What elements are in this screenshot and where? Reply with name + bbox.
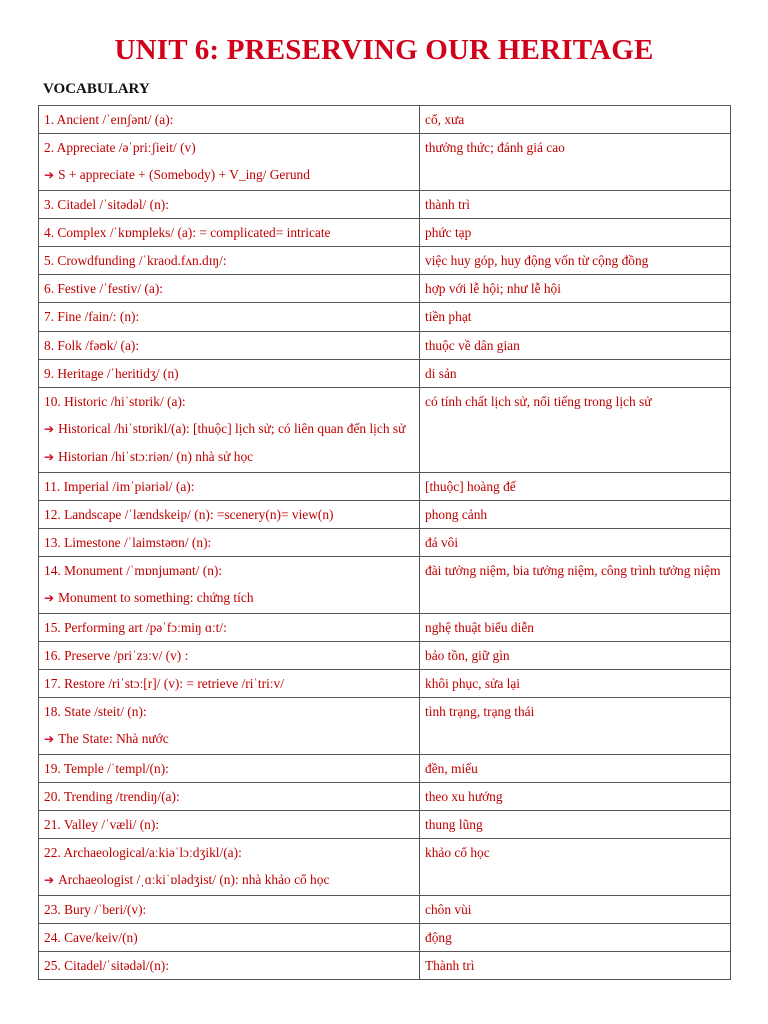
term-cell: [39, 811, 420, 839]
meaning-text: chôn vùi: [425, 901, 472, 917]
term-cell: [39, 218, 420, 246]
arrow-right-icon: ➔: [44, 422, 55, 437]
meaning-cell: [420, 106, 731, 134]
meaning-cell: [420, 275, 731, 303]
meaning-cell: [420, 500, 731, 528]
meaning-text: thuộc về dân gian: [425, 337, 520, 353]
term-cell: [39, 106, 420, 134]
table-row: [39, 754, 731, 782]
meaning-cell: [420, 388, 731, 473]
meaning-text: phức tạp: [425, 224, 472, 240]
table-row: [39, 134, 731, 190]
meaning-cell: [420, 698, 731, 754]
term-note-label: Historian /hiˈstɔːriən/ (n) nhà sử học: [58, 449, 254, 465]
term-text: [44, 473, 415, 500]
term-text: [44, 924, 415, 951]
table-row: [39, 923, 731, 951]
term-label: 13. Limestone /ˈlaimstəʊn/ (n):: [44, 535, 212, 551]
term-cell: [39, 500, 420, 528]
term-note-label: S + appreciate + (Somebody) + V_ing/ Gerund: [58, 167, 310, 183]
meaning-text: khôi phục, sửa lại: [425, 676, 521, 692]
term-cell: [39, 670, 420, 698]
meaning-text: việc huy góp, huy động vốn từ cộng đồng: [425, 253, 649, 269]
table-row: [39, 388, 731, 473]
meaning-text: Thành trì: [425, 958, 475, 974]
term-label: 5. Crowdfunding /ˈkraod.fʌn.dɪŋ/:: [44, 253, 227, 269]
term-label: 20. Trending /trendiŋ/(a):: [44, 788, 180, 804]
term-label: 8. Folk /fəʊk/ (a):: [44, 337, 140, 353]
meaning-cell: [420, 754, 731, 782]
term-label: 11. Imperial /imˈpiəriəl/ (a):: [44, 478, 195, 494]
term-text: [44, 670, 415, 697]
meaning-text: tình trạng, trạng thái: [425, 704, 535, 720]
term-cell: [39, 952, 420, 980]
term-cell: [39, 895, 420, 923]
vocabulary-table-body: [39, 106, 731, 980]
term-note-label: Archaeologist /ˌɑːkiˈɒlədʒist/ (n): nhà khảo cổ học: [58, 872, 330, 888]
term-cell: [39, 557, 420, 613]
term-cell: [39, 754, 420, 782]
term-text: [44, 642, 415, 669]
term-note: [44, 161, 415, 189]
meaning-text: thung lũng: [425, 817, 483, 833]
term-cell: [39, 303, 420, 331]
meaning-text: tiền phạt: [425, 309, 472, 325]
table-row: [39, 529, 731, 557]
page-title: UNIT 6: PRESERVING OUR HERITAGE: [114, 34, 654, 66]
term-cell: [39, 923, 420, 951]
term-note: [44, 584, 415, 612]
term-cell: [39, 359, 420, 387]
meaning-cell: [420, 613, 731, 641]
table-row: [39, 303, 731, 331]
term-note-label: Monument to something: chứng tích: [58, 590, 254, 606]
table-row: [39, 641, 731, 669]
table-row: [39, 500, 731, 528]
table-row: [39, 218, 731, 246]
term-text: [44, 896, 415, 923]
term-label: 18. State /steit/ (n):: [44, 704, 147, 720]
meaning-cell: [420, 557, 731, 613]
table-row: [39, 613, 731, 641]
term-label: 3. Citadel /ˈsitədəl/ (n):: [44, 196, 169, 212]
meaning-cell: [420, 190, 731, 218]
meaning-text: hợp với lễ hội; như lễ hội: [425, 281, 561, 297]
term-cell: [39, 698, 420, 754]
term-cell: [39, 190, 420, 218]
term-cell: [39, 134, 420, 190]
table-row: [39, 670, 731, 698]
term-text: [44, 839, 415, 866]
meaning-text: có tính chất lịch sử, nổi tiếng trong lịch sử: [425, 394, 652, 410]
term-cell: [39, 275, 420, 303]
meaning-cell: [420, 782, 731, 810]
table-row: [39, 106, 731, 134]
meaning-text: đài tưởng niệm, bia tưởng niệm, công trình tưởng niệm: [425, 563, 721, 579]
arrow-right-icon: ➔: [44, 873, 55, 888]
meaning-text: thưởng thức; đánh giá cao: [425, 140, 565, 156]
term-cell: [39, 247, 420, 275]
meaning-cell: [420, 811, 731, 839]
term-cell: [39, 782, 420, 810]
arrow-right-icon: ➔: [44, 450, 55, 465]
term-label: 22. Archaeological/aːkiəˈlɔːdʒikl/(a):: [44, 845, 242, 861]
meaning-cell: [420, 670, 731, 698]
term-note-label: The State: Nhà nước: [58, 731, 169, 747]
arrow-right-icon: ➔: [44, 732, 55, 747]
term-text: [44, 557, 415, 584]
term-cell: [39, 613, 420, 641]
meaning-text: đá vôi: [425, 535, 459, 551]
term-note: [44, 725, 415, 753]
term-cell: [39, 331, 420, 359]
term-label: 9. Heritage /ˈheritidʒ/ (n): [44, 365, 179, 381]
meaning-cell: [420, 641, 731, 669]
section-heading: VOCABULARY: [43, 81, 150, 97]
term-text: [44, 388, 415, 415]
meaning-cell: [420, 839, 731, 895]
meaning-text: khảo cổ học: [425, 845, 490, 861]
meaning-text: nghệ thuật biểu diễn: [425, 619, 534, 635]
term-text: [44, 303, 415, 330]
meaning-text: di sản: [425, 365, 457, 381]
meaning-cell: [420, 923, 731, 951]
term-cell: [39, 529, 420, 557]
meaning-text: đền, miếu: [425, 760, 478, 776]
arrow-right-icon: ➔: [44, 591, 55, 606]
term-text: [44, 247, 415, 274]
meaning-text: [thuộc] hoàng đế: [425, 478, 516, 494]
term-cell: [39, 388, 420, 473]
meaning-text: động: [425, 929, 452, 945]
table-row: [39, 557, 731, 613]
term-text: [44, 275, 415, 302]
table-row: [39, 359, 731, 387]
term-text: [44, 698, 415, 725]
term-label: 12. Landscape /ˈlændskeip/ (n): =scenery(n)= view(n): [44, 506, 334, 522]
term-label: 7. Fine /fain/: (n):: [44, 309, 140, 325]
meaning-cell: [420, 331, 731, 359]
term-cell: [39, 839, 420, 895]
meaning-text: theo xu hướng: [425, 788, 503, 804]
meaning-cell: [420, 529, 731, 557]
table-row: [39, 839, 731, 895]
term-note: [44, 866, 415, 894]
term-text: [44, 191, 415, 218]
term-label: 16. Preserve /priˈzɜːv/ (v) :: [44, 647, 189, 663]
table-row: [39, 698, 731, 754]
term-text: [44, 755, 415, 782]
term-label: 4. Complex /ˈkɒmpleks/ (a): = complicated= intricate: [44, 224, 331, 240]
meaning-cell: [420, 359, 731, 387]
term-note: [44, 443, 415, 471]
term-text: [44, 134, 415, 161]
table-row: [39, 247, 731, 275]
term-label: 2. Appreciate /əˈpriːʃieit/ (v): [44, 140, 196, 156]
term-label: 1. Ancient /ˈeɪnʃənt/ (a):: [44, 112, 174, 127]
meaning-cell: [420, 218, 731, 246]
table-row: [39, 782, 731, 810]
meaning-cell: [420, 134, 731, 190]
term-cell: [39, 641, 420, 669]
term-text: [44, 952, 415, 979]
meaning-text: thành trì: [425, 196, 470, 212]
term-label: 19. Temple /ˈtempl/(n):: [44, 760, 169, 776]
term-note-label: Historical /hiˈstɒrikl/(a): [thuộc] lịch sử; có liên quan đến lịch sử: [58, 421, 406, 437]
term-label: 24. Cave/keiv/(n): [44, 929, 138, 945]
table-row: [39, 190, 731, 218]
arrow-right-icon: ➔: [44, 168, 55, 183]
term-label: 6. Festive /ˈfestiv/ (a):: [44, 281, 163, 297]
meaning-cell: [420, 247, 731, 275]
term-cell: [39, 472, 420, 500]
term-text: [44, 219, 415, 246]
term-text: [44, 783, 415, 810]
table-row: [39, 895, 731, 923]
term-text: [44, 501, 415, 528]
table-row: [39, 472, 731, 500]
term-note: [44, 415, 415, 443]
meaning-text: phong cảnh: [425, 506, 488, 522]
term-label: 25. Citadel/ˈsitədəl/(n):: [44, 958, 169, 974]
vocabulary-table: [38, 105, 731, 980]
term-label: 14. Monument /ˈmɒnjumənt/ (n):: [44, 563, 223, 579]
term-label: 15. Performing art /pəˈfɔːmiŋ ɑːt/:: [44, 619, 227, 635]
meaning-text: cổ, xưa: [425, 112, 465, 127]
term-text: [44, 529, 415, 556]
meaning-cell: [420, 472, 731, 500]
term-label: 17. Restore /riˈstɔː[r]/ (v): = retrieve /riˈtriːv/: [44, 676, 284, 692]
meaning-cell: [420, 895, 731, 923]
table-row: [39, 811, 731, 839]
table-row: [39, 331, 731, 359]
term-text: [44, 332, 415, 359]
term-label: 23. Bury /ˈberi/(v):: [44, 901, 147, 917]
term-label: 21. Valley /ˈvæli/ (n):: [44, 817, 160, 833]
meaning-cell: [420, 952, 731, 980]
term-text: [44, 360, 415, 387]
term-label: 10. Historic /hiˈstɒrik/ (a):: [44, 394, 186, 410]
meaning-text: bảo tồn, giữ gìn: [425, 647, 510, 663]
table-row: [39, 952, 731, 980]
table-row: [39, 275, 731, 303]
term-text: [44, 614, 415, 641]
term-text: [44, 106, 415, 133]
term-text: [44, 811, 415, 838]
meaning-cell: [420, 303, 731, 331]
